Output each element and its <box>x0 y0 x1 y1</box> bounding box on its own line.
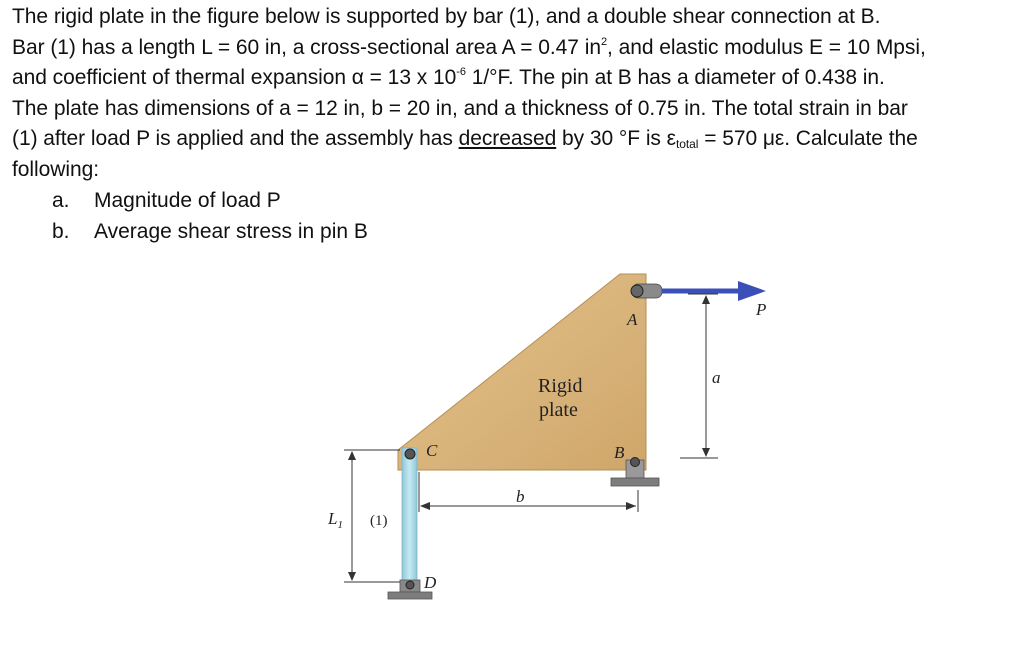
label-b-point: B <box>614 443 625 462</box>
underlined-word: decreased <box>458 127 557 150</box>
pin-a <box>631 285 643 297</box>
pin-b <box>631 458 640 467</box>
pin-c <box>405 449 415 459</box>
figure-svg <box>300 262 780 612</box>
problem-line-5-text-b: by 30 °F is ε <box>556 127 676 150</box>
label-l1-sub: 1 <box>337 519 343 531</box>
strain-subscript: total <box>675 137 699 151</box>
label-bar-1: (1) <box>370 513 388 529</box>
label-l1-main: L <box>328 509 338 528</box>
label-a-point: A <box>627 310 638 329</box>
question-part-a <box>52 186 368 217</box>
plate-label-line-2: plate <box>539 399 578 421</box>
part-text-a: Magnitude of load P <box>94 189 281 212</box>
question-parts <box>52 186 368 247</box>
problem-line-3-text-a: and coefficient of thermal expansion α = 13 x 10 <box>12 66 457 89</box>
problem-line-6: following: <box>12 157 100 181</box>
label-dimension-b: b <box>516 487 525 506</box>
problem-statement <box>12 2 1016 185</box>
problem-line-5-text-c: = 570 με. Calculate the <box>698 127 918 150</box>
problem-line-3 <box>12 63 1016 94</box>
problem-line-4: The plate has dimensions of a = 12 in, b = 20 in, and a thickness of 0.75 in. The total strain in bar <box>12 96 908 120</box>
area-unit-exponent: 2 <box>600 35 608 48</box>
pin-a-connection <box>631 284 662 298</box>
label-dimension-a: a <box>712 368 721 387</box>
problem-line-1: The rigid plate in the figure below is supported by bar (1), and a double shear connection at B. <box>12 5 881 28</box>
problem-line-2 <box>12 33 1016 64</box>
part-marker-a: a. <box>52 189 70 212</box>
question-part-b <box>52 217 368 248</box>
problem-line-2-text-b: , and elastic modulus E = 10 Mpsi, <box>607 35 926 59</box>
label-p-load: P <box>756 300 767 319</box>
label-c-point: C <box>426 441 438 460</box>
problem-line-3-text-b: 1/°F. The pin at B has a diameter of 0.438 in. <box>465 66 885 89</box>
problem-line-2-text-a: Bar (1) has a length L = 60 in, a cross-sectional area A = 0.47 in <box>12 35 601 59</box>
part-text-b: Average shear stress in pin B <box>94 219 368 243</box>
problem-line-5-text-a: (1) after load P is applied and the assembly has <box>12 127 459 150</box>
label-l1 <box>327 509 343 531</box>
label-d-point: D <box>424 573 437 592</box>
part-marker-b: b. <box>52 219 70 243</box>
dimension-b <box>419 472 638 512</box>
plate-label-line-1: Rigid <box>538 375 583 397</box>
load-p-arrow <box>662 281 766 301</box>
problem-line-5 <box>12 124 1016 155</box>
figure <box>300 262 780 612</box>
thermal-exponent: -6 <box>456 66 466 78</box>
bar-1 <box>402 448 417 588</box>
